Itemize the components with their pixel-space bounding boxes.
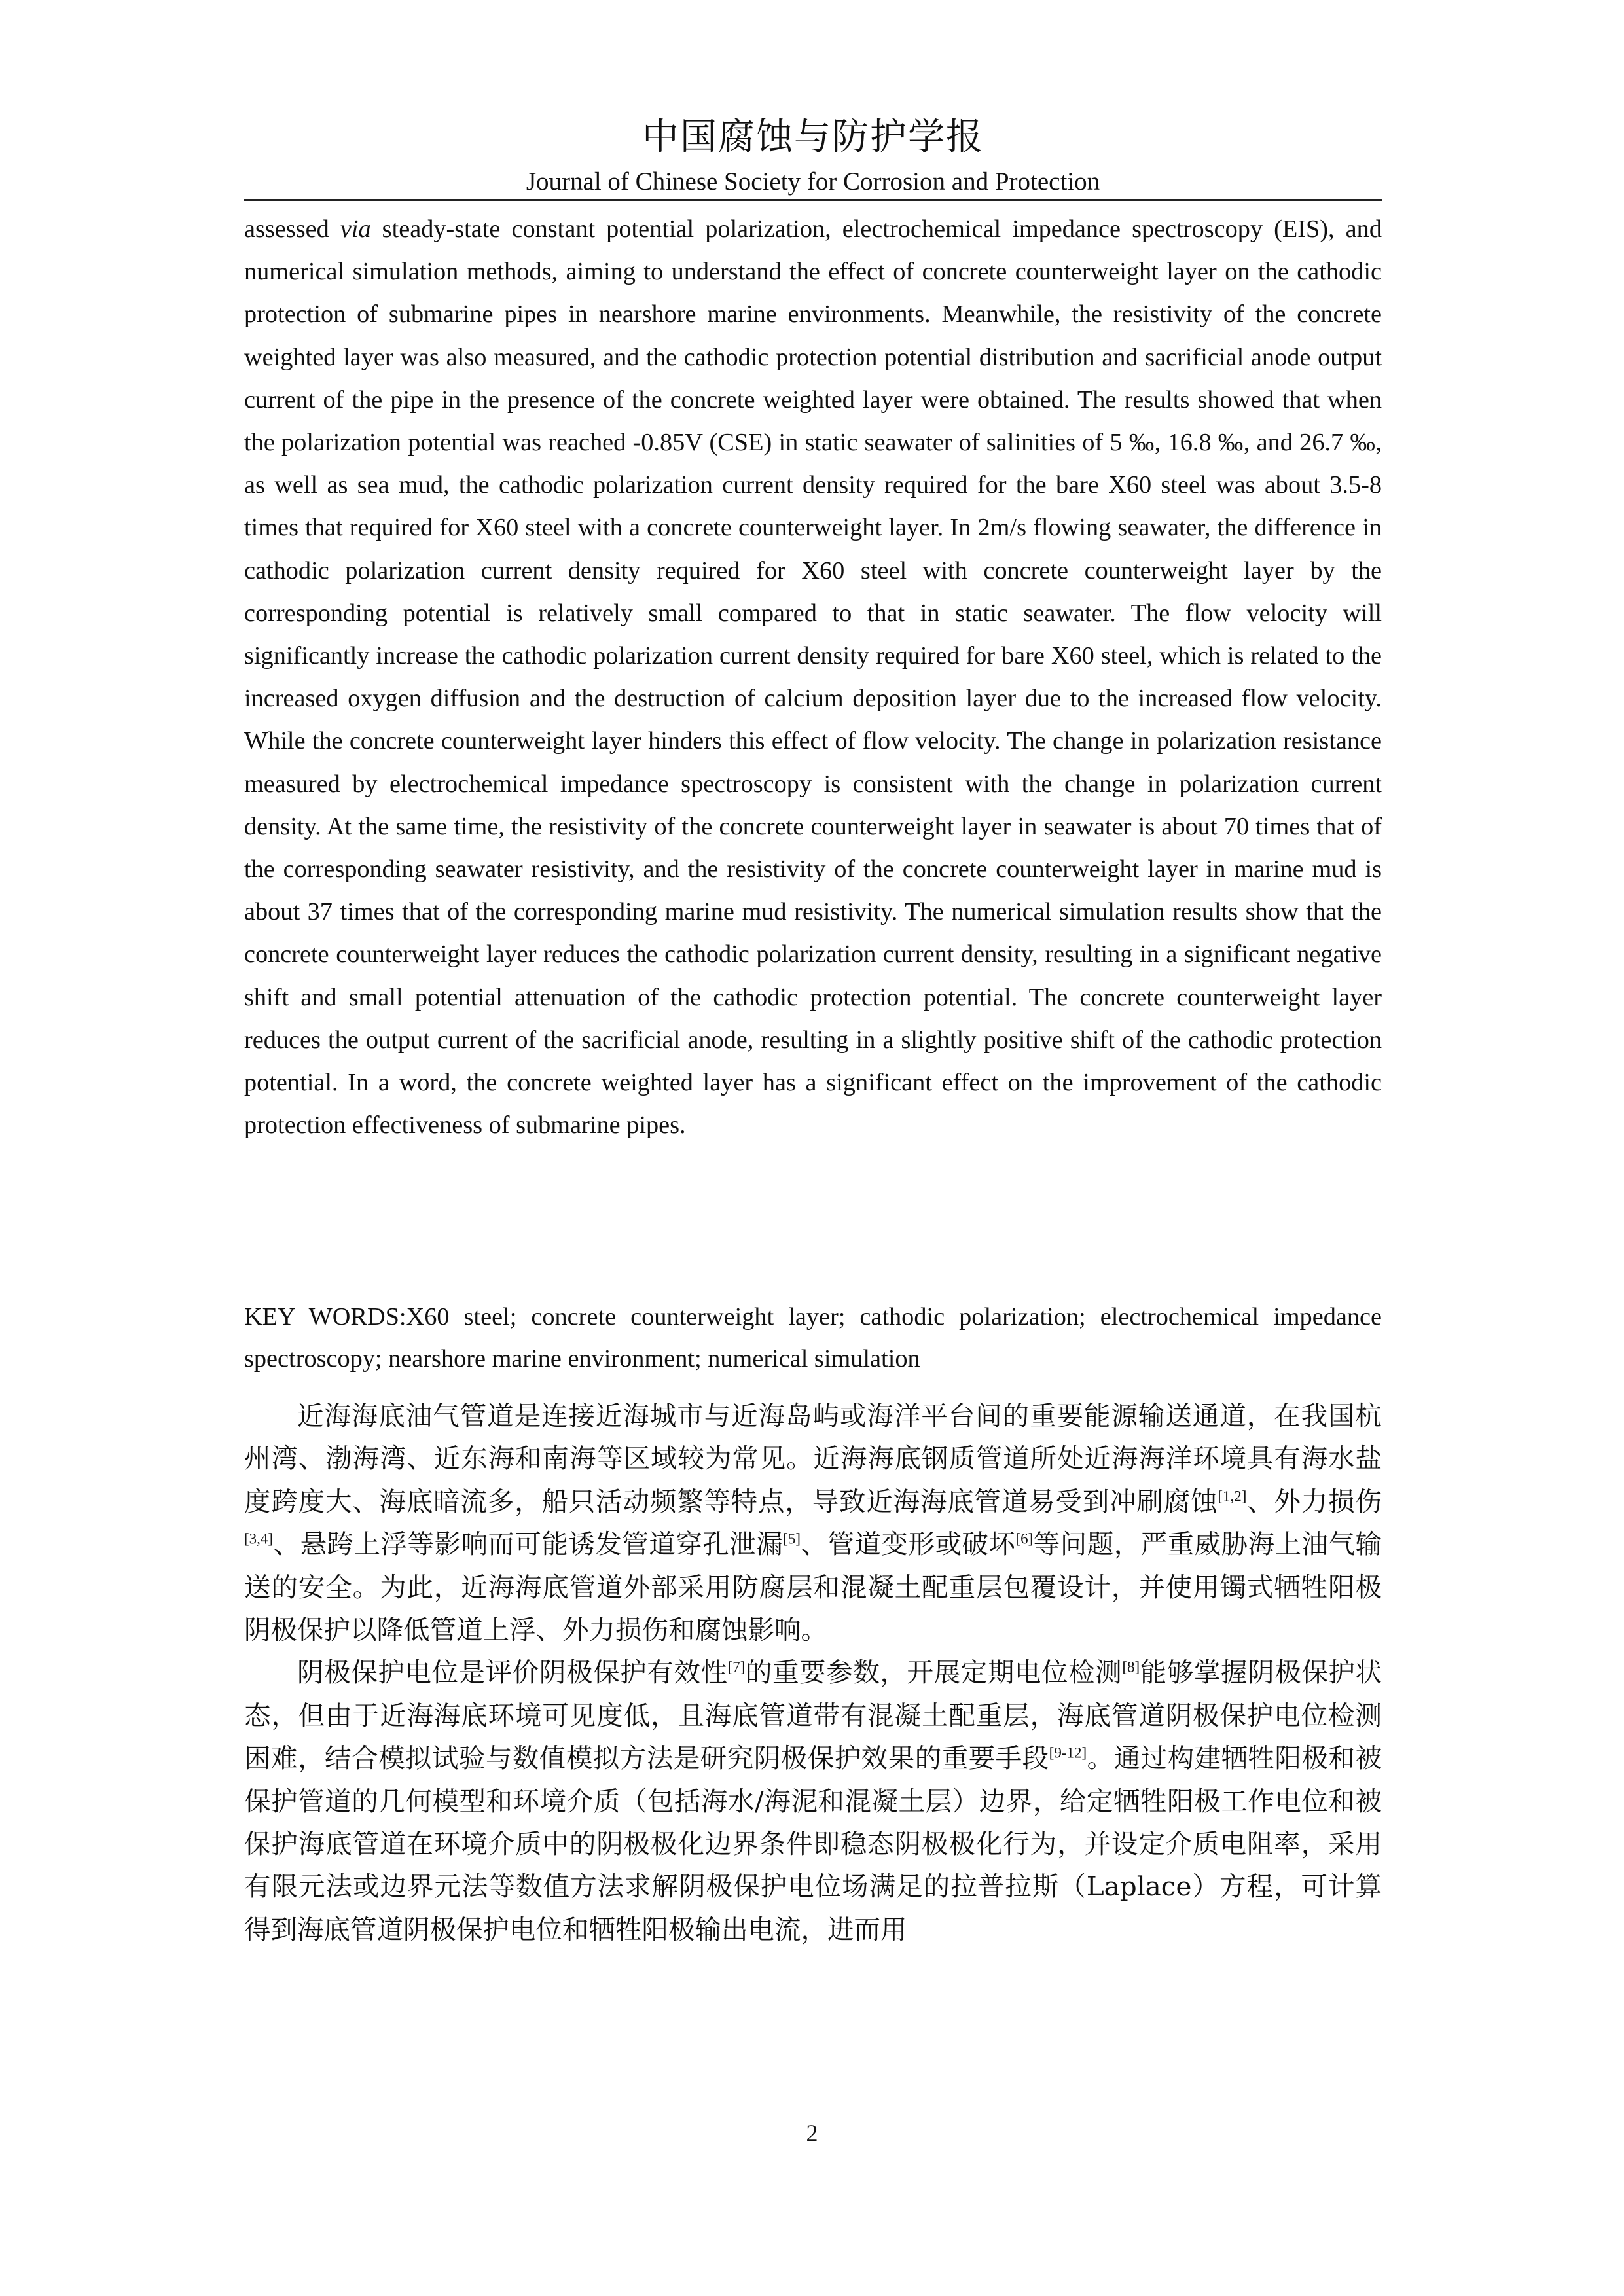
keywords-text: KEY WORDS:X60 steel; concrete counterweight layer; cathodic polarization; electrochemical impedance spectroscopy; nearshore marine environment; numerical simulation [244, 1303, 1382, 1372]
body-paragraph-1 [244, 1395, 1382, 1651]
abstract-lead: assessed [244, 215, 340, 243]
abstract-text: steady-state constant potential polarization, electrochemical impedance spectroscopy (EIS), and numerical simulation methods, aiming to understand the effect of concrete counterweight layer on the cathodic protection of submarine pipes in nearshore marine environments. Meanwhile, the resistivity of the concrete weighted layer was also measured, and the cathodic protection potential distribution and sacrificial anode output current of the pipe in the presence of the concrete weighted layer were obtained. The results showed that when the polarization potential was reached -0.85V (CSE) in static seawater of salinities of 5 ‰, 16.8 ‰, and 26.7 ‰, as well as sea mud, the cathodic polarization current density required for the bare X60 steel was about 3.5-8 times that required for X60 steel with a concrete counterweight layer. In 2m/s flowing seawater, the difference in cathodic polarization current density required for X60 steel with concrete counterweight layer by the corresponding potential is relatively small compared to that in static seawater. The flow velocity will significantly increase the cathodic polarization current density required for bare X60 steel, which is related to the increased oxygen diffusion and the destruction of calcium deposition layer due to the increased flow velocity. While the concrete counterweight layer hinders this effect of flow velocity. The change in polarization resistance measured by electrochemical impedance spectroscopy is consistent with the change in polarization current density. At the same time, the resistivity of the concrete counterweight layer in seawater is about 70 times that of the corresponding seawater resistivity, and the resistivity of the concrete counterweight layer in marine mud is about 37 times that of the corresponding marine mud resistivity. The numerical simulation results show that the concrete counterweight layer reduces the cathodic polarization current density, resulting in a significant negative shift and small potential attenuation of the cathodic protection potential. The concrete counterweight layer reduces the output current of the sacrificial anode, resulting in a slightly positive shift of the cathodic protection potential. In a word, the concrete weighted layer has a significant effect on the improvement of the cathodic protection effectiveness of submarine pipes. [244, 215, 1382, 1139]
keywords-block [244, 1296, 1382, 1380]
citation-ref[interactable]: [7] [727, 1659, 746, 1676]
journal-title-english: Journal of Chinese Society for Corrosion and Protection [526, 168, 1100, 196]
citation-ref[interactable]: [3,4] [244, 1530, 274, 1547]
running-header [244, 113, 1382, 200]
body-text: 等问题，严重威胁海上油气输送的安全。为此，近海海底管道外部采用防腐层和混凝土配重层包覆设计，并使用镯式牺牲阳极阴极保护以降低管道上浮、外力损伤和腐蚀影响。 [244, 1528, 1382, 1646]
body-text: 。通过构建牺牲阳极和被保护管道的几何模型和环境介质（包括海水/海泥和混凝土层）边界，给定牺牲阳极工作电位和被保护海底管道在环境介质中的阴极极化边界条件即稳态阴极极化行为，并设定介质电阻率，采用有限元法或边界元法等数值方法求解阴极保护电位场满足的拉普拉斯（Laplace）方程，可计算得到海底管道阴极保护电位和牺牲阳极输出电流，进而用 [244, 1742, 1382, 1945]
abstract-paragraph [244, 208, 1382, 1147]
body-text: 、管道变形或破坏 [801, 1528, 1016, 1560]
body-paragraph-2 [244, 1651, 1382, 1951]
body-text: 阴极保护电位是评价阴极保护有效性 [297, 1657, 728, 1689]
header-rule [244, 199, 1382, 201]
body-text: 、外力损伤 [1246, 1485, 1382, 1517]
body-text: 近海海底油气管道是连接近海城市与近海岛屿或海洋平台间的重要能源输送通道，在我国杭州湾、渤海湾、近东海和南海等区域较为常见。近海海底钢质管道所处近海海洋环境具有海水盐度跨度大、海底暗流多，船只活动频繁等特点，导致近海海底管道易受到冲刷腐蚀 [244, 1400, 1382, 1517]
journal-title-chinese: 中国腐蚀与防护学报 [642, 116, 984, 158]
citation-ref[interactable]: [5] [783, 1530, 801, 1547]
abstract-lead-italic: via [340, 215, 371, 243]
citation-ref[interactable]: [8] [1122, 1659, 1140, 1676]
body-text: 的重要参数，开展定期电位检测 [745, 1657, 1123, 1689]
body-text: 能够掌握阴极保护状态，但由于近海海底环境可见度低，且海底管道带有混凝土配重层，海底管道阴极保护电位检测困难，结合模拟试验与数值模拟方法是研究阴极保护效果的重要手段 [244, 1657, 1382, 1774]
citation-ref[interactable]: [9-12] [1049, 1744, 1087, 1761]
page-number: 2 [806, 2120, 818, 2146]
abstract-body [244, 208, 1382, 1147]
body-text: 、悬跨上浮等影响而可能诱发管道穿孔泄漏 [273, 1528, 784, 1560]
citation-ref[interactable]: [6] [1015, 1530, 1034, 1547]
citation-ref[interactable]: [1,2] [1218, 1488, 1247, 1505]
main-text [244, 1395, 1382, 1951]
